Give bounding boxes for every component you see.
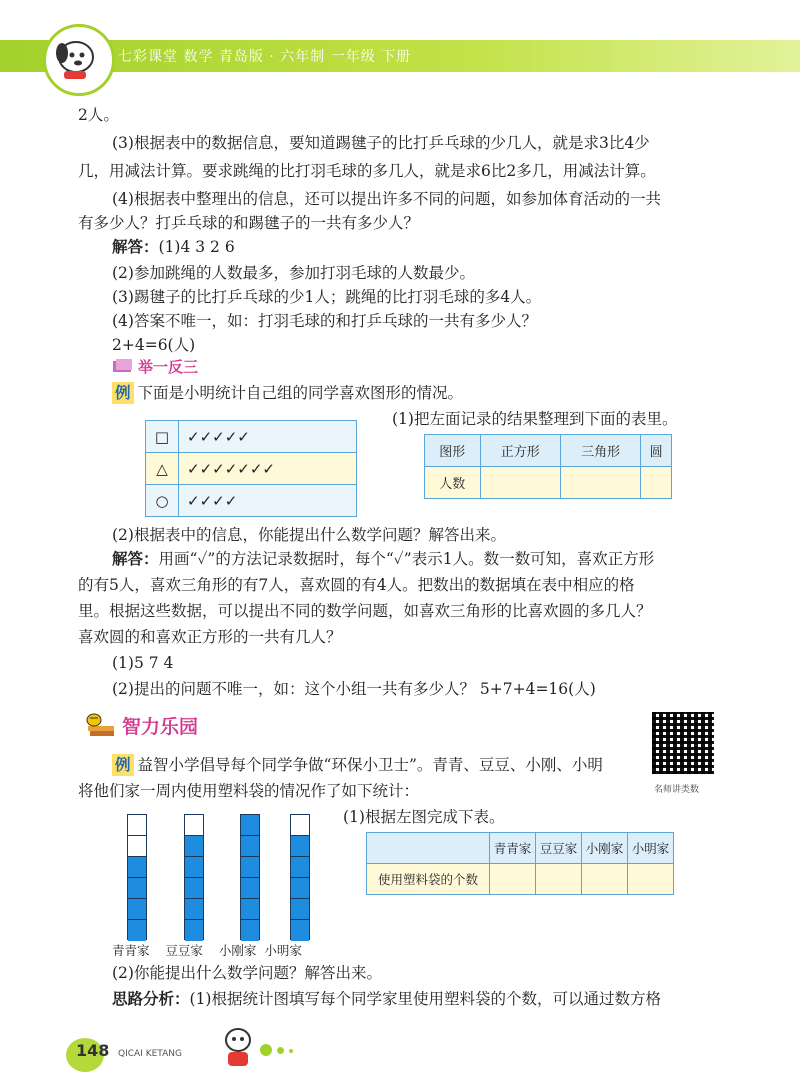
example-label: 例 [112, 754, 134, 776]
answer-label: 解答： [112, 238, 159, 256]
blank-cell[interactable] [641, 467, 672, 499]
chart-cell [291, 899, 309, 920]
table-row [425, 435, 672, 467]
answer-text: 用画“✓”的方法记录数据时，每个“✓”表示1人。数一数可知，喜欢正方形 [158, 550, 655, 568]
header-cell: 图形 [425, 435, 481, 467]
bee-books-icon [80, 710, 118, 738]
blank-cell[interactable] [582, 864, 628, 895]
blank-cell[interactable] [560, 467, 640, 499]
table-row [367, 864, 674, 895]
section-title: 智力乐园 [122, 716, 199, 738]
chart-cell [291, 815, 309, 836]
chart-cell [185, 920, 203, 941]
header-title: 七彩课堂 数学 青岛版 · 六年制 一年级 下册 [118, 49, 412, 65]
blank-cell[interactable] [490, 864, 536, 895]
text-line: 将他们家一周内使用塑料袋的情况作了如下统计： [78, 782, 420, 800]
chart-cell [291, 857, 309, 878]
chart-cell [185, 857, 203, 878]
chart-bar-2 [184, 814, 204, 940]
footer-brand: QICAI KETANG [118, 1049, 182, 1059]
blank-header-cell [367, 833, 490, 864]
chart-cell [241, 836, 259, 857]
hint-label: 思路分析： [112, 990, 190, 1008]
example-text: 益智小学倡导每个同学争做“环保小卫士”。青青、豆豆、小刚、小明 [137, 756, 603, 774]
chart-cell [241, 899, 259, 920]
chart-cell [241, 878, 259, 899]
chart-cell [128, 857, 146, 878]
row-label-cell: 使用塑料袋的个数 [367, 864, 490, 895]
question-text: (2)根据表中的信息，你能提出什么数学问题？解答出来。 [112, 526, 506, 544]
text-line: (1)5 7 4 [112, 654, 174, 672]
chart-cell [185, 836, 203, 857]
text-line: 几，用减法计算。要求跳绳的比打羽毛球的多几人，就是求6比2多几，用减法计算。 [78, 162, 656, 180]
chart-bar-4 [290, 814, 310, 940]
chart-label: 豆豆家 [165, 943, 203, 958]
bags-table [366, 832, 674, 895]
text-line: (3)踢毽子的比打乒乓球的少1人；跳绳的比打羽毛球的多4人。 [112, 288, 542, 306]
example-label: 例 [112, 382, 134, 404]
chart-label: 青青家 [112, 943, 150, 958]
chart-cell [291, 836, 309, 857]
chart-label: 小刚家 [218, 943, 257, 958]
table-row [146, 485, 357, 517]
shape-cell: △ [146, 453, 179, 485]
chart-cell [128, 815, 146, 836]
table-row [146, 453, 357, 485]
text-line: (3)根据表中的数据信息，要知道踢毽子的比打乒乓球的少几人，就是求3比4少 [112, 134, 650, 152]
answer-text: (1)4 3 2 6 [158, 238, 235, 256]
chart-cell [241, 815, 259, 836]
chart-label: 小明家 [264, 943, 302, 958]
dog-mascot-icon [218, 1024, 258, 1072]
header-cell: 小明家 [628, 833, 674, 864]
qr-code[interactable] [652, 712, 714, 774]
example-text: 下面是小明统计自己组的同学喜欢图形的情况。 [137, 384, 464, 402]
section-title: 举一反三 [138, 358, 199, 376]
chart-cell [128, 899, 146, 920]
dog-mascot-icon [46, 27, 106, 87]
blank-cell[interactable] [480, 467, 560, 499]
header-cell: 正方形 [480, 435, 560, 467]
header-cell: 豆豆家 [536, 833, 582, 864]
blank-cell[interactable] [628, 864, 674, 895]
chart-cell [241, 920, 259, 941]
blank-cell[interactable] [536, 864, 582, 895]
qr-caption: 名师讲类数 [654, 785, 700, 795]
chart-cell [185, 815, 203, 836]
text-line: 2+4=6(人) [112, 336, 196, 354]
chart-cell [128, 920, 146, 941]
text-line: (4)答案不唯一，如：打羽毛球的和打乒乓球的一共有多少人？ [112, 312, 537, 330]
dot-decoration [277, 1047, 284, 1054]
row-label-cell: 人数 [425, 467, 481, 499]
shape-cell: □ [146, 421, 179, 453]
header-cell: 青青家 [490, 833, 536, 864]
chart-cell [241, 857, 259, 878]
book-icon [112, 358, 134, 374]
chart-bar-1 [127, 814, 147, 940]
header-cell: 圆 [641, 435, 672, 467]
chart-cell [185, 899, 203, 920]
text-line: 2人。 [78, 106, 119, 124]
shape-cell: ○ [146, 485, 179, 517]
text-line: (2)提出的问题不唯一，如：这个小组一共有多少人？ 5+7+4=16(人) [112, 680, 596, 698]
text-line: 里。根据这些数据，可以提出不同的数学问题，如喜欢三角形的比喜欢圆的多几人？ [78, 602, 652, 620]
question-text: (1)把左面记录的结果整理到下面的表里。 [392, 410, 678, 428]
table-row [146, 421, 357, 453]
question-text: (1)根据左图完成下表。 [343, 808, 505, 826]
header-cell: 小刚家 [582, 833, 628, 864]
dot-decoration [289, 1049, 293, 1053]
table-row [367, 833, 674, 864]
chart-cell [291, 920, 309, 941]
chart-bar-3 [240, 814, 260, 940]
chart-cell [185, 878, 203, 899]
hint-text: (1)根据统计图填写每个同学家里使用塑料袋的个数，可以通过数方格 [189, 990, 661, 1008]
question-text: (2)你能提出什么数学问题？解答出来。 [112, 964, 382, 982]
header-cell: 三角形 [560, 435, 640, 467]
dot-decoration [260, 1044, 272, 1056]
tally-cell: ✓✓✓✓✓✓✓ [179, 453, 357, 485]
tally-cell: ✓✓✓✓ [179, 485, 357, 517]
text-line: (2)参加跳绳的人数最多，参加打羽毛球的人数最少。 [112, 264, 475, 282]
chart-cell [128, 836, 146, 857]
tally-table [145, 420, 357, 517]
text-line: 的有5人，喜欢三角形的有7人，喜欢圆的有4人。把数出的数据填在表中相应的格 [78, 576, 635, 594]
tally-cell: ✓✓✓✓✓ [179, 421, 357, 453]
chart-cell [128, 878, 146, 899]
answer-label: 解答： [112, 550, 159, 568]
chart-cell [291, 878, 309, 899]
table-row [425, 467, 672, 499]
text-line: 有多少人？打乒乓球的和踢毽子的一共有多少人？ [78, 214, 420, 232]
mascot-logo [43, 24, 115, 96]
text-line: 喜欢圆的和喜欢正方形的一共有几人？ [78, 628, 342, 646]
page-number: 148 [76, 1041, 110, 1060]
chart-labels [112, 940, 302, 962]
text-line: (4)根据表中整理出的信息，还可以提出许多不同的问题，如参加体育活动的一共 [112, 190, 661, 208]
footer-mascot [218, 1024, 258, 1072]
result-table [424, 434, 672, 499]
